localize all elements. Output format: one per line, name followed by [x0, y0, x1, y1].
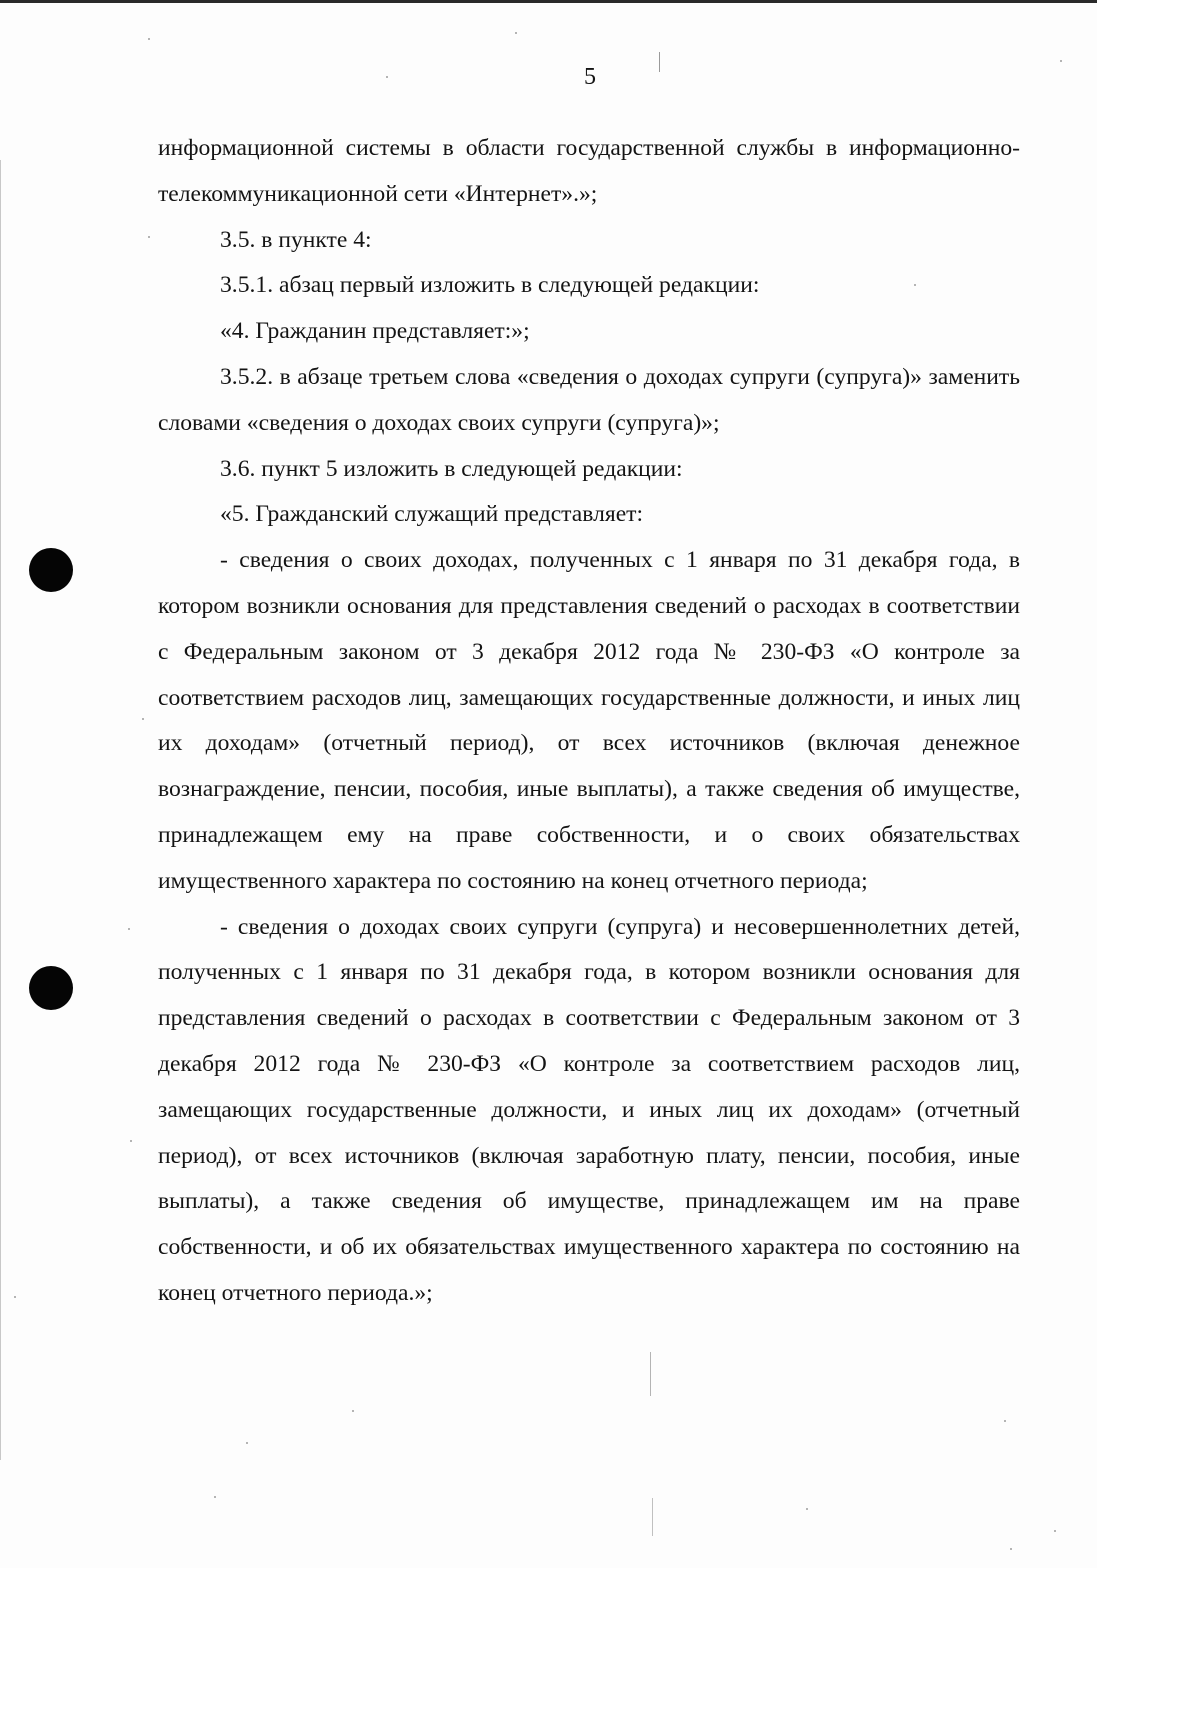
scan-artifact-dot	[214, 1496, 216, 1498]
paragraph-4: «4. Гражданин представляет:»;	[220, 318, 530, 345]
scan-artifact-dot	[1054, 1530, 1056, 1532]
scan-artifact-dot	[352, 1410, 354, 1412]
top-edge-line	[0, 0, 1097, 3]
paragraph-8: - сведения о своих доходах, полученных с 1 января по 31 декабря года, в котором возникли основания для представления сведений о расходах в соответствии с Федеральным законом от 3 декабря 2012 года № 230-ФЗ «О контроле за соответствием расходов лиц, замещающих государственные должности, и иных лиц их доходам» (отчетный период), от всех источников (включая денежное вознаграждение, пенсии, пособия, иные выплаты), а также сведения об имуществе, принадлежащем ему на праве собственности, и о своих обязательствах имущественного характера по состоянию на конец отчетного периода;	[158, 547, 1020, 894]
paragraph-7: «5. Гражданский служащий представляет:	[220, 501, 644, 528]
paragraph-3: 3.5.1. абзац первый изложить в следующей редакции:	[220, 272, 760, 299]
document-body	[158, 126, 1020, 1317]
paragraph-9: - сведения о доходах своих супруги (супруга) и несовершеннолетних детей, полученных с 1 января по 31 декабря года, в котором возникли основания для представления сведений о расходах в соответствии с Федеральным законом от 3 декабря 2012 года № 230-ФЗ «О контроле за соответствием расходов лиц, замещающих государственные должности, и иных лиц их доходам» (отчетный период), от всех источников (включая заработную плату, пенсии, пособия, иные выплаты), а также сведения об имуществе, принадлежащем им на праве собственности, и об их обязательствах имущественного характера по состоянию на конец отчетного периода.»;	[158, 913, 1020, 1306]
scan-artifact-line	[652, 1498, 653, 1536]
scan-artifact-dot	[515, 32, 517, 34]
paragraph-6: 3.6. пункт 5 изложить в следующей редакции:	[220, 455, 683, 482]
scan-artifact-dot	[914, 284, 916, 286]
scan-artifact-dot	[128, 928, 130, 930]
scan-artifact-dot	[1010, 1548, 1012, 1550]
punch-hole-icon	[29, 966, 73, 1010]
scan-artifact-dot	[246, 1442, 248, 1444]
page-number: 5	[584, 64, 596, 90]
punch-hole-icon	[29, 548, 73, 592]
left-edge-line	[0, 160, 1, 1460]
scan-artifact-dot	[130, 1140, 132, 1142]
scan-artifact-dot	[148, 236, 150, 238]
scan-artifact-dot	[1060, 60, 1062, 62]
scan-artifact-dot	[14, 1296, 16, 1298]
scan-artifact-dot	[142, 718, 144, 720]
scan-artifact-dot	[1004, 1420, 1006, 1422]
scan-artifact-line	[659, 52, 660, 72]
scan-artifact-dot	[806, 1508, 808, 1510]
paragraph-5: 3.5.2. в абзаце третьем слова «сведения о доходах супруги (супруга)» заменить словами «сведения о доходах своих супруги (супруга)»;	[158, 363, 1020, 436]
scan-artifact-dot	[148, 38, 150, 40]
scan-artifact-line	[650, 1352, 651, 1396]
paragraph-1: информационной системы в области государственной службы в информационно-телекоммуникационной сети «Интернет».»;	[158, 135, 1020, 207]
paragraph-2: 3.5. в пункте 4:	[220, 226, 372, 253]
scan-artifact-dot	[386, 76, 388, 78]
